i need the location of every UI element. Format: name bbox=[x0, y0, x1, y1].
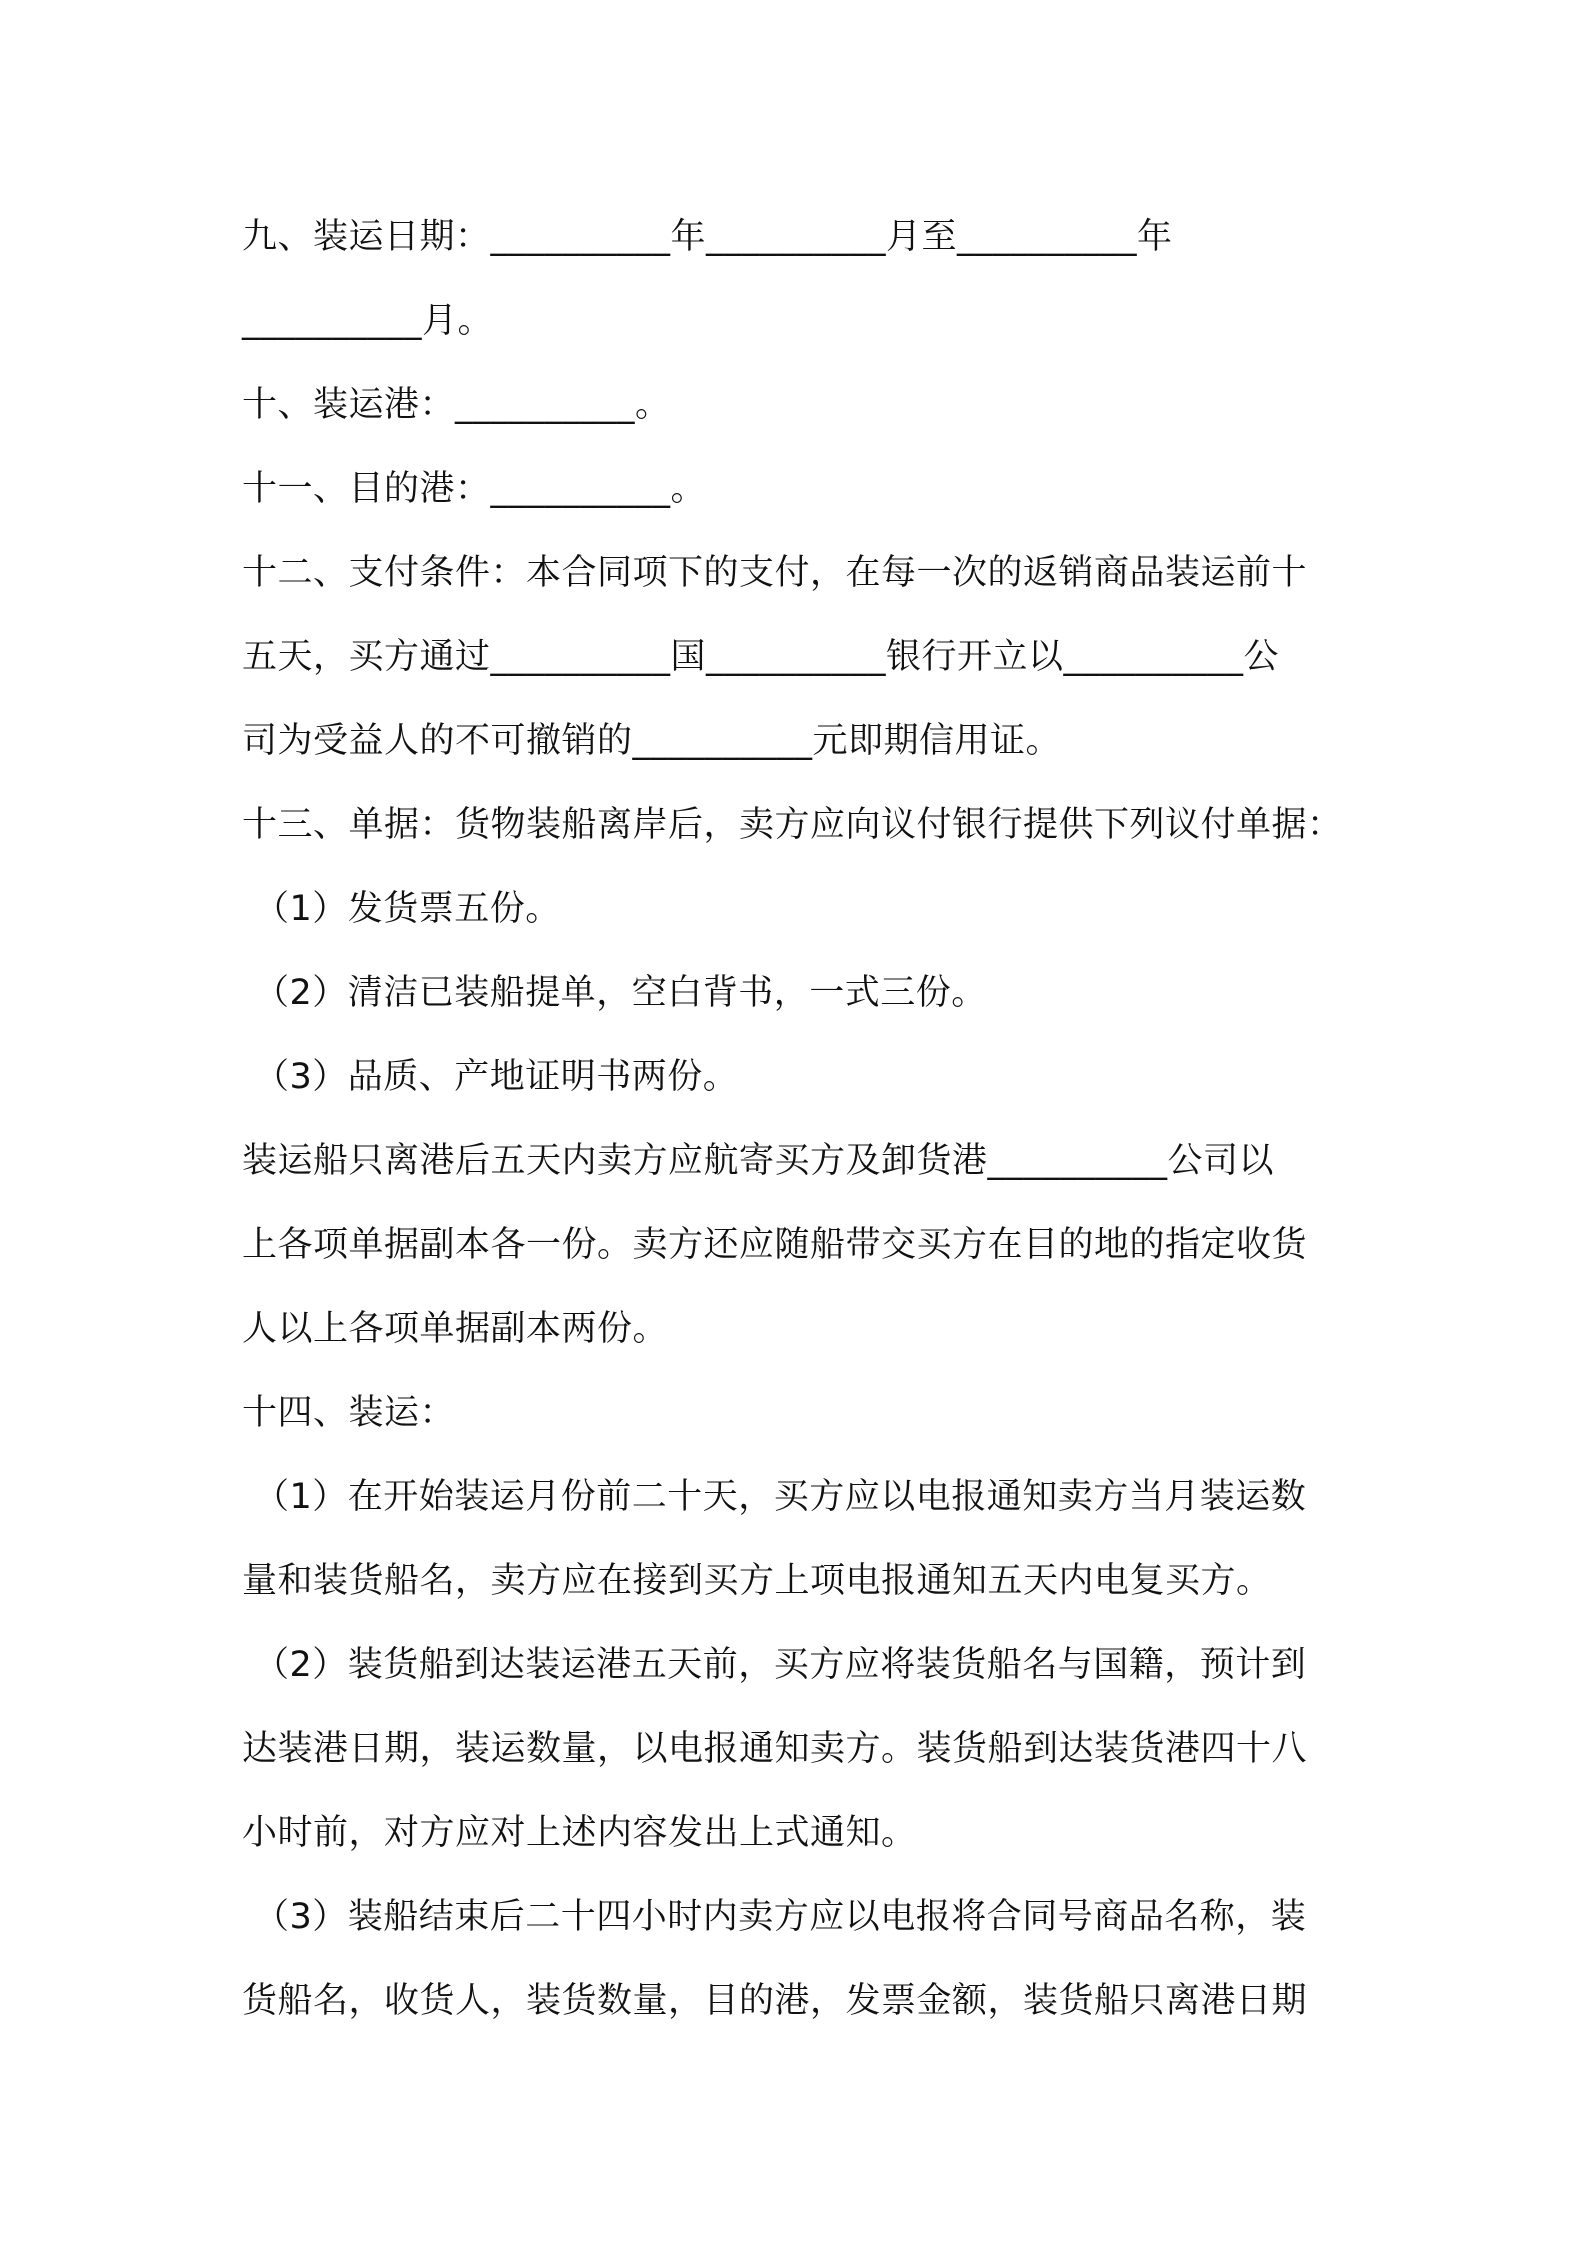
contract-text bbox=[242, 195, 1362, 2043]
clause-12-continued: 五天，买方通过__________国__________银行开立以__________公 bbox=[242, 637, 1280, 677]
clause-14-item-1: （1）在开始装运月份前二十天，买方应以电报通知卖方当月装运数 bbox=[254, 1477, 1307, 1517]
clause-14-shipment: 十四、装运： bbox=[242, 1393, 456, 1433]
clause-9-continued: __________月。 bbox=[242, 301, 494, 341]
clause-11-destination-port: 十一、目的港：__________。 bbox=[242, 469, 707, 509]
clause-13-item-3: （3）品质、产地证明书两份。 bbox=[254, 1057, 739, 1097]
clause-14-item-2-continued: 小时前，对方应对上述内容发出上式通知。 bbox=[242, 1813, 917, 1853]
clause-13-item-1: （1）发货票五份。 bbox=[254, 889, 561, 929]
clause-12-payment-terms: 十二、支付条件：本合同项下的支付，在每一次的返销商品装运前十 bbox=[242, 553, 1308, 593]
clause-14-item-3: （3）装船结束后二十四小时内卖方应以电报将合同号商品名称，装 bbox=[254, 1897, 1307, 1937]
clause-13-note-continued: 人以上各项单据副本两份。 bbox=[242, 1309, 669, 1349]
clause-14-item-2: （2）装货船到达装运港五天前，买方应将装货船名与国籍，预计到 bbox=[254, 1645, 1307, 1685]
clause-9-shipment-date: 九、装运日期：__________年__________月至__________年 bbox=[242, 217, 1173, 257]
clause-14-item-1-continued: 量和装货船名，卖方应在接到买方上项电报通知五天内电复买方。 bbox=[242, 1561, 1272, 1601]
clause-13-note: 装运船只离港后五天内卖方应航寄买方及卸货港__________公司以 bbox=[242, 1141, 1275, 1181]
clause-13-documents: 十三、单据：货物装船离岸后，卖方应向议付银行提供下列议付单据： bbox=[242, 805, 1343, 845]
clause-13-item-2: （2）清洁已装船提单，空白背书，一式三份。 bbox=[254, 973, 987, 1013]
clause-14-item-2-continued: 达装港日期，装运数量，以电报通知卖方。装货船到达装货港四十八 bbox=[242, 1729, 1308, 1769]
clause-13-note-continued: 上各项单据副本各一份。卖方还应随船带交买方在目的地的指定收货 bbox=[242, 1225, 1308, 1265]
clause-14-item-3-continued: 货船名，收货人，装货数量，目的港，发票金额，装货船只离港日期 bbox=[242, 1981, 1308, 2021]
clause-10-loading-port: 十、装运港：__________。 bbox=[242, 385, 671, 425]
clause-12-continued: 司为受益人的不可撤销的__________元即期信用证。 bbox=[242, 721, 1062, 761]
